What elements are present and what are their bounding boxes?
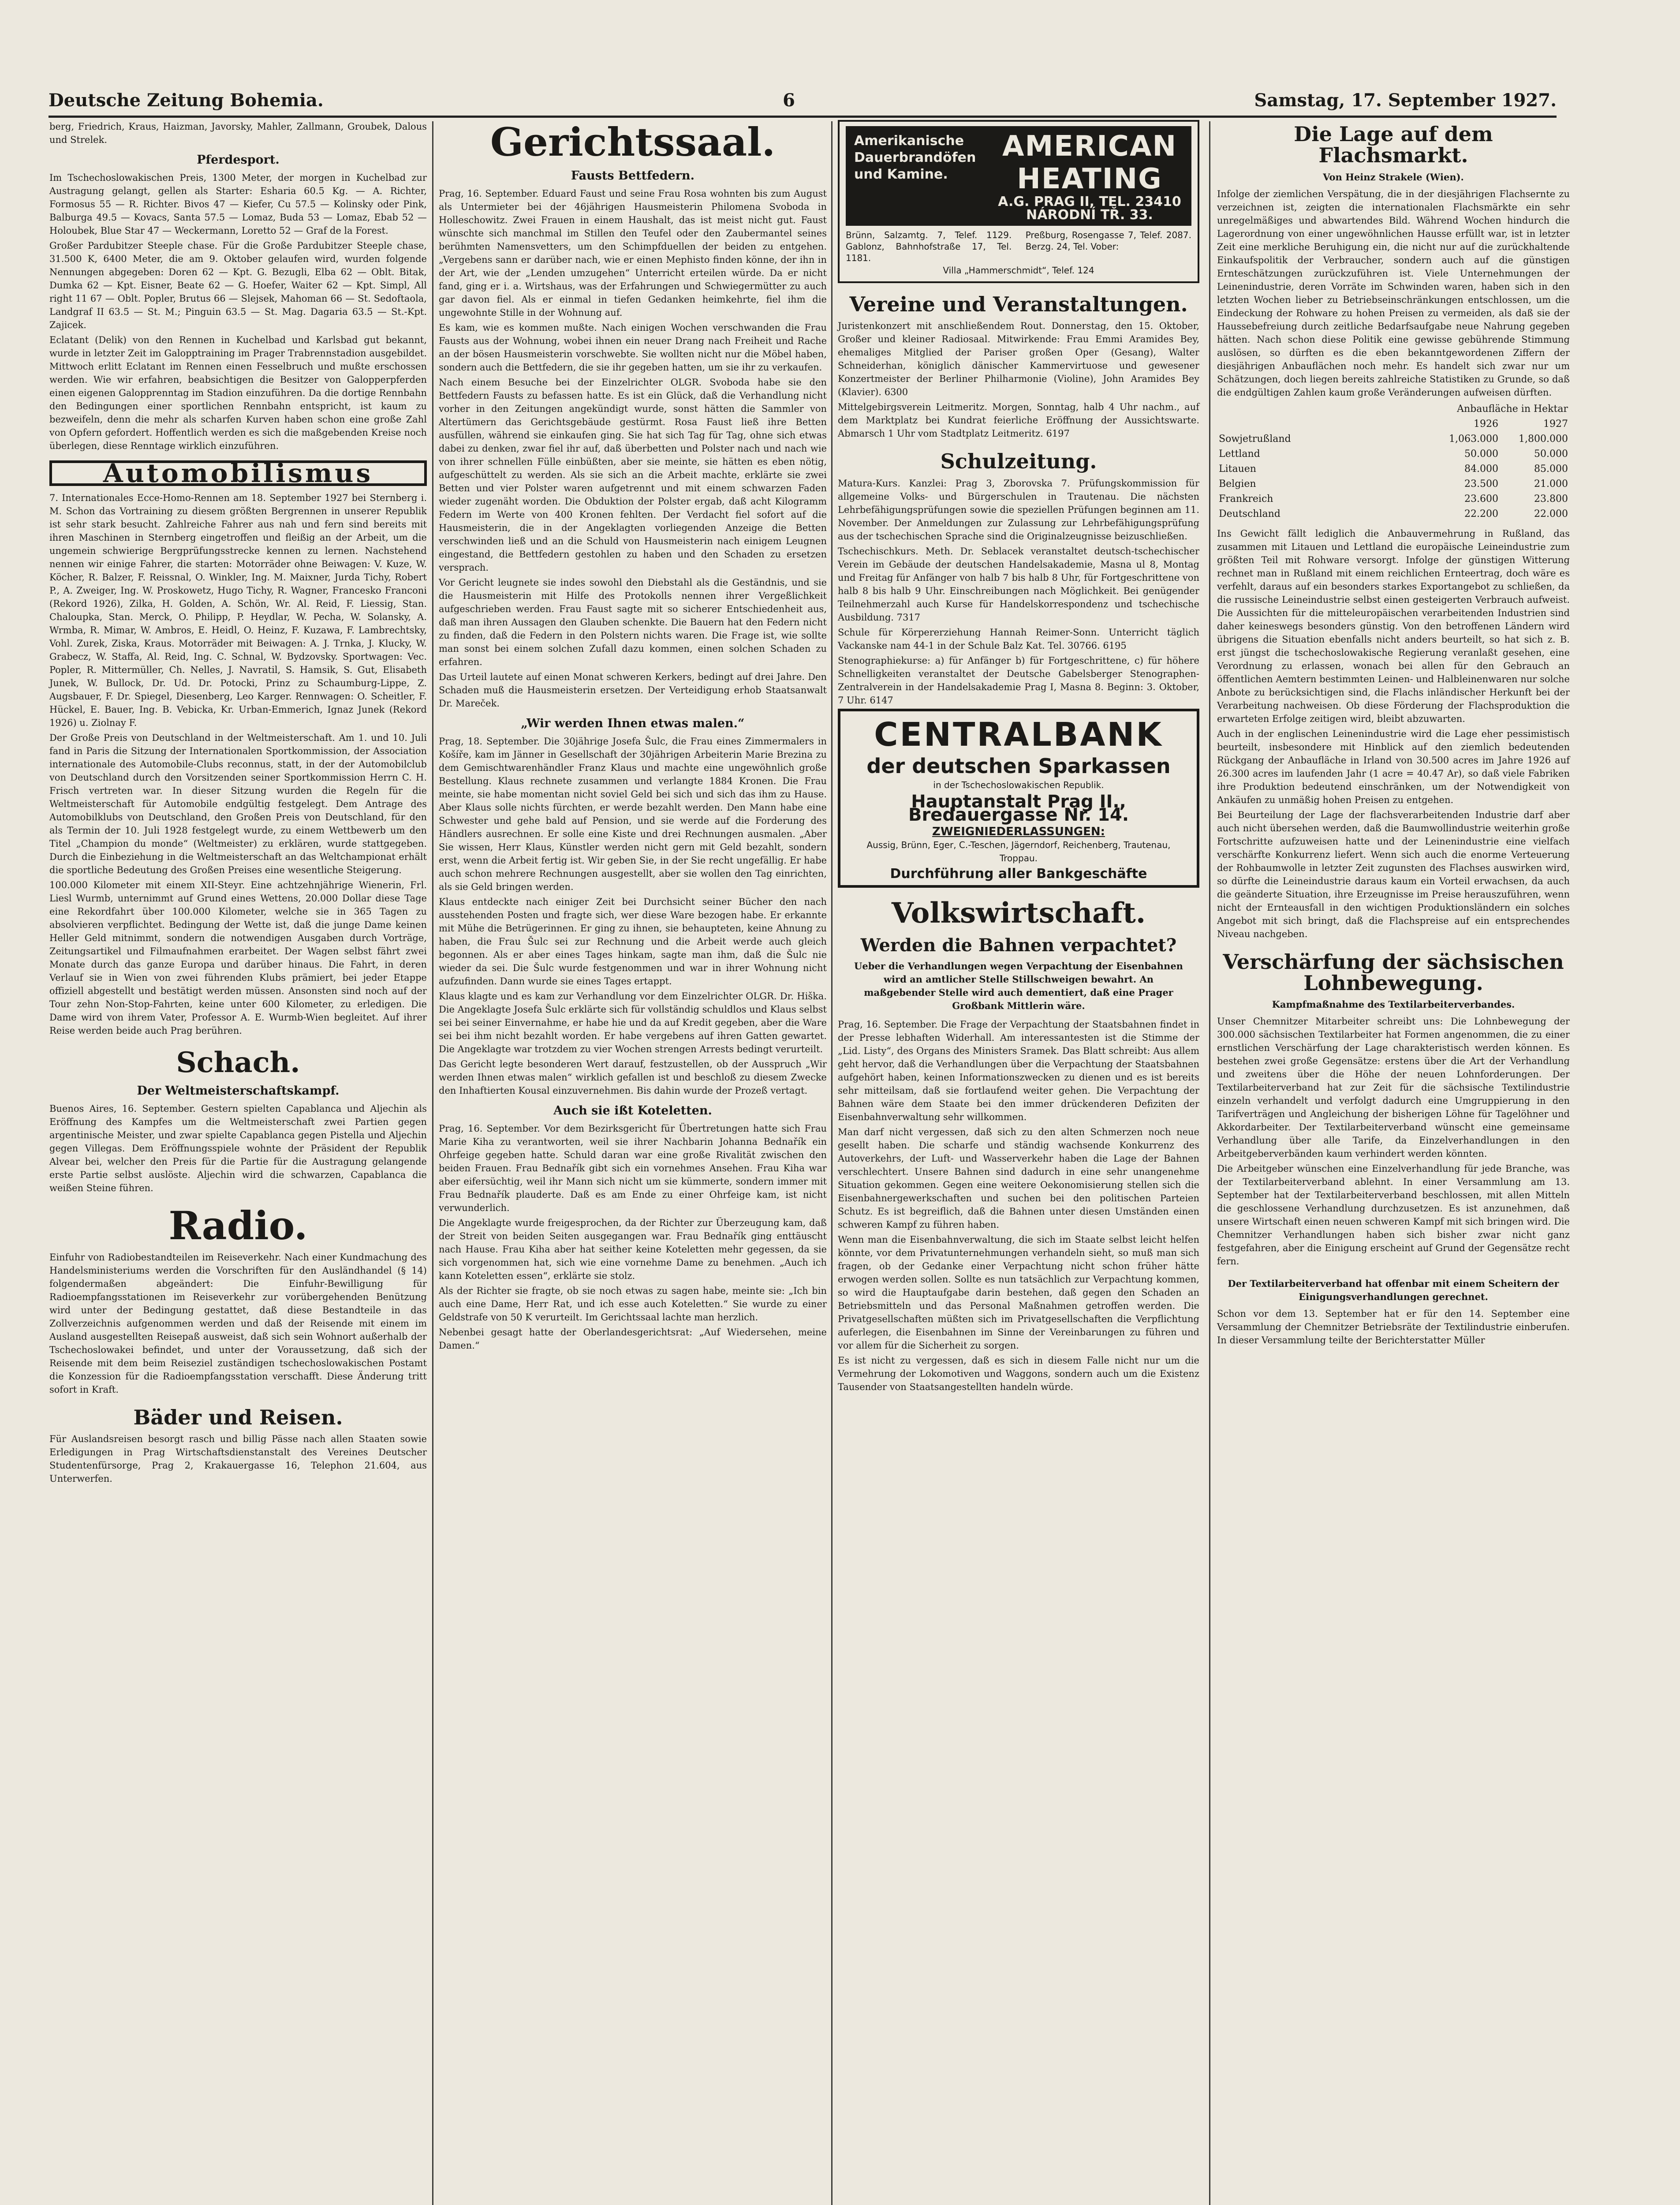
article-paragraph: Juristenkonzert mit anschließendem Rout. Donnerstag, den 15. Oktober, Großer und kleiner Radiosaal. Mitwirkende: Frau Emmi Aramides Bey, ehemaliges Mitglied der Pariser großen Oper (Gesang), Walter Schneiderhan, königlich dänischer Kammervirtuose und gewesener Konzertmeister der Berliner Philharmonie (Violine), John Aramides Bey (Klavier). 6300 — [838, 321, 1199, 398]
article-paragraph: Klaus entdeckte nach einiger Zeit bei Durchsicht seiner Bücher den nach ausstehenden Posten und fragte sich, wer diese Ware bezogen habe. Er erkannte mit Mühe die Betrügerinnen. Er ging zu ihnen, sie behaupteten, keine Ahnung zu haben, die Frau Šulc sei zur Rechnung und die Arbeit werde auch gleich begonnen. Als er aber eines Tages hinkam, sagte man ihm, daß die Šulc nie wieder da sei. Die Šulc wurde festgenommen und war in ihrer Wohnung nicht aufzufinden. Dann wurde sie eines Tages ertappt. — [439, 897, 827, 987]
article-paragraph: Wenn man die Eisenbahnverwaltung, die sich im Staate selbst leicht helfen könnte, vor dem Privatunternehmungen verhandeln sieht, so muß man sich fragen, ob der Gedanke einer Verpachtung nicht schon früher hätte erwogen werden sollen. Sollte es nun tatsächlich zur Verpachtung kommen, so wird die Hauptaufgabe darin bestehen, daß gegen den Schaden an Betriebsmitteln und das Personal Maßnahmen getroffen werden. Die Privatgesellschaften müßten sich im Privatgesellschaften die Verpflichtung auferlegen, die Eisenbahnen im Sinne der Vereinbarungen zu führen und vor allem für die Sicherheit zu sorgen. — [838, 1234, 1199, 1351]
bank-subtitle: der deutschen Sparkassen — [866, 754, 1171, 778]
article-paragraph: Der Textilarbeiterverband hat offenbar mit einem Scheitern der Einigungsverhandlungen gerechnet. — [1228, 1278, 1559, 1303]
bank-footer: Durchführung aller Bankgeschäfte — [890, 866, 1147, 882]
article-paragraph: Als der Richter sie fragte, ob sie noch etwas zu sagen habe, meinte sie: „Ich bin auch eine Dame, Herr Rat, und ich esse auch Koteletten.“ Sie wurde zu einer Geldstrafe von 50 K verurteilt. Im Gerichtssaal lachte man herzlich. — [439, 1286, 827, 1323]
ad-product-label: Amerikanische Dauerbrandöfen und Kamine. — [847, 127, 989, 224]
masthead-title: Deutsche Zeitung Bohemia. — [49, 90, 324, 111]
article-heading: Fausts Bettfedern. — [571, 169, 695, 183]
table-row: Lettland 50.000 50.000 — [1219, 448, 1568, 460]
ad-footer: Villa „Hammerschmidt“, Telef. 124 — [943, 265, 1094, 276]
section-heading-schach: Schach. — [176, 1046, 300, 1079]
column-2 — [439, 120, 827, 1354]
bank-name: CENTRALBANK — [874, 715, 1163, 754]
column-3 — [838, 120, 1199, 1395]
article-paragraph: Mittelgebirgsverein Leitmeritz. Morgen, Sonntag, halb 4 Uhr nachm., auf dem Marktplatz bei Kundrat feierliche Eröffnung der Aussichtswarte. Abmarsch 1 Uhr vom Stadtplatz Leitmeritz. 6197 — [838, 402, 1199, 439]
section-heading-vereine: Vereine und Veranstaltungen. — [849, 292, 1188, 316]
column-rule — [1209, 121, 1210, 2205]
article-paragraph: Die Arbeitgeber wünschen eine Einzelverhandlung für jede Branche, was der Textilarbeiterverband ablehnt. In einer Versammlung am 13. September hat der Textilarbeiterverband beschlossen, mit allen Mitteln die geschlossene Verhandlung durchzusetzen. Es ist anzunehmen, daß unsere Wirtschaft einen neuen schweren Kampf mit sich bringen wird. Die Chemnitzer Verhandlungen haben sich bisher zwar nicht ganz festgefahren, aber die Einigung erscheint auf Grund der Gegensätze recht fern. — [1217, 1163, 1570, 1267]
article-paragraph: Prag, 18. September. Die 30jährige Josefa Šulc, die Frau eines Zimmermalers in Košíře, kam im Jänner in Gesellschaft der 30jährigen Arbeiterin Marie Brezina zu dem Gemischtwarenhändler Franz Klaus und machte eine ungewöhnlich große Bestellung. Klaus rechnete zusammen und verlangte 1884 Kronen. Die Frau meinte, sie habe momentan nicht soviel Geld bei sich und sich das ihm zu Hause. Aber Klaus solle nichts fürchten, er werde bezahlt werden. Den Mann habe eine Schwester und gehe bald auf Pension, und sie werde auf die Forderung des Händlers ausrechnen. Er solle eine Kiste und drei Rechnungen ausmalen. „Aber Sie wissen, Herr Klaus, Künstler werden nicht gern mit Geld bezahlt, sondern erst, wenn die Arbeit fertig ist. Wir geben Sie, in der Sie recht ungefällig. Er habe auch schon mehrere Rechnungen ausgestellt, aber sie wollen den Tag einrichten, als sie Geld bringen werden. — [439, 736, 827, 893]
article-paragraph: Tschechischkurs. Meth. Dr. Seblacek veranstaltet deutsch-tschechischer Verein im Gebäude der deutschen Handelsakademie, Masna ul 8, Montag und Freitag für Anfänger von halb 7 bis halb 8 Uhr, für Fortgeschrittene von halb 8 bis halb 9 Uhr. Einschreibungen nach Möglichkeit. Bei genügender Teilnehmerzahl auch Kurse für Handelskorrespondenz und tschechische Ausbildung. 7317 — [838, 546, 1199, 623]
article-heading: Auch sie ißt Koteletten. — [553, 1104, 712, 1118]
ad-address: A.G. PRAG II, TEL. 23410 — [998, 194, 1181, 209]
table-row: Litauen 84.000 85.000 — [1219, 463, 1568, 475]
article-paragraph: Klaus klagte und es kam zur Verhandlung vor dem Einzelrichter OLGR. Dr. Hiška. Die Angeklagte Josefa Šulc erklärte sich für vollständig schuldlos und Klaus selbst sei bei seiner Einvernahme, er habe hie und da auf Kredit gegeben, aber die Ware sei bei ihm nicht bezahlt worden. Er habe vergebens auf ihren Gatten gewartet. Die Angeklagte war trotzdem zu vier Wochen strengen Arrests bedingt verurteilt. — [439, 991, 827, 1055]
table-row: Deutschland 22.200 22.000 — [1219, 508, 1568, 519]
section-heading-volkswirtschaft: Volkswirtschaft. — [891, 896, 1146, 930]
table-row: Frankreich 23.600 23.800 — [1219, 493, 1568, 505]
section-heading-gerichtssaal: Gerichtssaal. — [490, 119, 776, 165]
column-rule — [432, 121, 433, 2205]
article-heading: Der Weltmeisterschaftskampf. — [137, 1084, 340, 1098]
article-paragraph: Buenos Aires, 16. September. Gestern spielten Capablanca und Aljechin als Eröffnung des Kampfes um die Weltmeisterschaft zwei Partien gegen argentinische Meister, und zwar spielte Capablanca gegen Pistella und Aljechin gegen Villegas. Dem Eröffnungsspiele wohnte der Präsident der Republik Alvear bei, welcher den Preis für die Partie für die Austragung gelangende erste Partie selbst auslöste. Aljechin wird die schwarzen, Capablanca die weißen Steine führen. — [49, 1103, 427, 1194]
acreage-table — [1217, 402, 1570, 522]
article-paragraph: Nach einem Besuche bei der Einzelrichter OLGR. Svoboda habe sie den Bettfedern Fausts zu befassen hatte. Es ist ein Glück, daß die Verhandlung nicht vorher in den Zeitungen angekündigt wurde, sonst hätten die Sammler von Altertümern das Gerichtsgebäude gestürmt. Rosa Faust ließ ihre Betten ausfüllen, während sie einkaufen ging. Sie hat sich Tag für Tag, ohne sich etwas dabei zu denken, zwar fiel ihr auf, daß überbetten und Polster nach und nach wie von ihrer schnellen Fülle einbüßten, aber sie meinte, sie hätten es eben nötig, aufgeschüttelt zu werden. Als sie sich an die Arbeit machte, erklärte sie zwei Betten und vier Polster waren aufgetrennt und mit einem schwarzen Faden wieder zugenäht worden. Die Obduktion der Polster ergab, daß acht Kilogramm Federn im Werte von 400 Kronen fehlten. Der Verdacht fiel sofort auf die Hausmeisterin, die in der Angeklagten vorliegenden Anzeige die Betten verschwinden ließ und an die Schuld von Hausmeisterin nach einigem Leugnen eingestand, die Bettfedern gestohlen zu haben und den Schaden zu ersetzen versprach. — [439, 377, 827, 573]
section-heading-automobilismus: Automobilismus — [49, 460, 427, 486]
ad-branches: Brünn, Salzamtg. 7, Telef. 1129. Gablonz, Bahnhofstraße 17, Tel. 1181. Preßburg, Rosengasse 7, Telef. 2087. Berzg. 24, Tel. Vober: — [846, 230, 1191, 263]
article-paragraph: Es ist nicht zu vergessen, daß es sich in diesem Falle nicht nur um die Vermehrung der Lokomotiven und Waggons, sondern auch um die Existenz Tausender von Staatsangestellten handeln würde. — [838, 1355, 1199, 1392]
article-paragraph: Das Urteil lautete auf einen Monat schweren Kerkers, bedingt auf drei Jahre. Den Schaden muß die Hausmeisterin ersetzen. Der Verteidigung erhob Staatsanwalt Dr. Mareček. — [439, 672, 827, 709]
article-heading: „Wir werden Ihnen etwas malen.“ — [521, 717, 745, 731]
section-heading-schulzeitung: Schulzeitung. — [940, 449, 1097, 474]
table-row: Sowjetrußland 1,063.000 1,800.000 — [1219, 433, 1568, 445]
ad-brand-block — [989, 127, 1190, 224]
column-4 — [1217, 120, 1570, 1349]
section-heading-radio: Radio. — [168, 1203, 308, 1249]
article-heading: Werden die Bahnen verpachtet? — [860, 934, 1177, 956]
advertisement-american-heating — [838, 120, 1199, 283]
article-paragraph: Schule für Körpererziehung Hannah Reimer-Sonn. Unterricht täglich Vackanske nam 44-1 in der Schule Balz Kat. Tel. 30766. 6195 — [838, 627, 1199, 651]
article-paragraph: Das Gericht legte besonderen Wert darauf, festzustellen, ob der Ausspruch „Wir werden Ihnen etwas malen“ wirklich gefallen ist und beschloß zu diesem Zwecke den Inhaftierten Kousal einzuvernehmen. Bis dahin wurde der Prozeß vertagt. — [439, 1059, 827, 1096]
article-paragraph: Die Angeklagte wurde freigesprochen, da der Richter zur Überzeugung kam, daß der Streit von beiden Seiten ausgegangen war. Frau Bednařík ging enttäuscht nach Hause. Frau Kiha aber hat seither keine Koteletten mehr gegessen, da sie sich vorgenommen hat, sich wie eine vornehme Dame zu benehmen. „Auch ich kann Koteletten essen“, erklärte sie stolz. — [439, 1218, 827, 1282]
article-paragraph: Der Große Preis von Deutschland in der Weltmeisterschaft. Am 1. und 10. Juli fand in Paris die Sitzung der Internationalen Sportkommission, der Association internationale des Automobile-Clubs reconnus, statt, in der der Automobilclub von Deutschland durch den Vorsitzenden seiner Sportkommission Herrn C. H. Frisch vertreten war. In dieser Sitzung wurden die Regeln für die Weltmeisterschaft für Automobile endgültig festgelegt. Dem Antrage des Automobilklubs von Deutschland, den Großen Preis von Deutschland, für den als Termin der 10. Juli 1928 festgelegt wurde, zu einem Wettbewerb um den Titel „Champion du monde“ (Weltmeister) zu erklären, wurde stattgegeben. Durch die Einbeziehung in die Weltmeisterschaft an das Weltchampionat erhält die sportliche Bedeutung des Großen Preises eine wesentliche Steigerung. — [49, 733, 427, 875]
bank-branches-heading: ZWEIGNIEDERLASSUNGEN: — [932, 825, 1105, 838]
column-1 — [49, 120, 427, 1487]
article-paragraph: Bei Beurteilung der Lage der flachsverarbeitenden Industrie darf aber auch nicht übersehen werden, daß die Baumwollindustrie weiterhin große Fortschritte aufzuweisen hatte und der Leinenindustrie eine vielfach verschärfte Konkurrenz liefert. Wenn sich auch die enorme Verteuerung der Rohbaumwolle in letzter Zeit zugunsten des Flachses auswirken wird, so dürfte die Leineindustrie daraus kaum ein Vorteil erwachsen, da auch die geänderte Situation, ihre Erzeugnisse im Preise herauszuführen, wenn nicht der Ernteausfall in den wichtigen Produktionsländern ein solches Angebot mit sich bringt, daß die Flachspreise auf ein entsprechendes Niveau nachgeben. — [1217, 809, 1570, 939]
article-paragraph: 100.000 Kilometer mit einem XII-Steyr. Eine achtzehnjährige Wienerin, Frl. Liesl Wurmb, unternimmt auf Grund eines Wettens, 20.000 Dollar diese Tage eine Rekordfahrt über 100.000 Kilometer, welche sie in 365 Tagen zu absolvieren verpflichtet. Bedingung der Wette ist, daß die junge Dame keinen Heller Geld mitnimmt, sondern die notwendigen Ausgaben durch Vorträge, Zeitungsartikel und Filmaufnahmen erarbeitet. Der Wagen selbst fährt zwei Monate durch das ganze Europa und darüber hinaus. Die Fahrt, in deren Verlauf sie in Wien von zwei führenden Klubs prämiert, bei jeder Etappe offiziell abgestellt und bestätigt werden müssen. Ansonsten sind noch auf der Tour zehn Non-Stop-Fahrten, keine unter 600 Kilometer, zu erledigen. Die Dame wird von ihrem Vater, Professor A. E. Wurmb-Wien begleitet. Auf ihrer Reise werden beide auch Prag berühren. — [49, 880, 427, 1036]
article-paragraph: Prag, 16. September. Vor dem Bezirksgericht für Übertretungen hatte sich Frau Marie Kiha zu verantworten, weil sie ihrer Nachbarin Johanna Bednařík ein Ohrfeige gegeben hatte. Schuld daran war eine große Rivalität zwischen den beiden Frauen. Frau Bednařík gibt sich ein vornehmes Ansehen. Frau Kiha war aber eifersüchtig, weil ihr Mann sich nicht um sie kümmerte, sondern immer mit Frau Bednařík plauderte. Daß es am Ende zu einer Ohrfeige kam, ist nicht verwunderlich. — [439, 1123, 827, 1214]
table-header-year: 1926 — [1474, 418, 1498, 430]
page-number: 6 — [783, 90, 795, 111]
article-paragraph: Infolge der ziemlichen Verspätung, die in der diesjährigen Flachsernte zu verzeichnen ist, zeigten die internationalen Flachsmärkte ein sehr unregelmäßiges und abwartendes Bild. Während Wochen hindurch die Lagerordnung von einer ungewöhnlichen Hausse erfüllt war, ist in letzter Zeit eine merkliche Beruhigung ein, die nicht nur auf die zurückhaltende Einkaufspolitik der Verbraucher, sondern auch auf die günstigen Ernteschätzungen zurückzuführen ist. Viele Unternehmungen der Leinenindustrie, deren Vorräte im Schwinden waren, haben sich in den letzten Wochen lieber zu Betriebseinschränkungen entschlossen, um die Eindeckung der Rohware zu hohen Preisen zu vermeiden, als daß sie der Haussebefreiung durch zeitliche Bedarfsaufgabe neue Nahrung gegeben hätten. Nach schon diese Politik eine gewisse gebührende Stimmung auslösen, so dürften es die eben bekanntgewordenen Ziffern der diesjährigen Anbauflächen noch mehr. Es handelt sich zwar nur um Schätzungen, doch liegen bereits zahlreiche Statistiken zu Grunde, so daß die endgültigen Zahlen kaum große Veränderungen aufweisen dürften. — [1217, 188, 1570, 398]
article-paragraph: Ins Gewicht fällt lediglich die Anbauvermehrung in Rußland, das zusammen mit Litauen und Lettland die europäische Leineindustrie zum größten Teil mit Rohware versorgt. Infolge der günstigen Witterung rechnet man in Rußland mit einem reichlichen Ernteertrag, doch wäre es verfehlt, daraus auf ein besonders starkes Exportangebot zu schließen, da die russische Leineindustrie selbst einen gesteigerten Verbrauch aufweist. Die Aussichten für die mitteleuropäischen verarbeitenden Industrien sind daher keineswegs besonders günstig. Von den betroffenen Ländern wird übrigens die Situation ebenfalls nicht anders beurteilt, so hat sich z. B. erst jüngst die tschechoslowakische Regierung veranlaßt gesehen, eine Verordnung zu erlassen, wonach bei allen für den Gebrauch an öffentlichen Aemtern bestimmten Leinen- und Halbleinenwaren nur solche Anbote zu berücksichtigen sind, die Flachs inländischer Herkunft bei der Verarbeitung nachweisen. Ob diese Förderung der Flachsproduktion die erwarteten Erfolge zeitigen wird, bleibt abzuwarten. — [1217, 528, 1570, 724]
article-subheading: Kampfmaßnahme des Textilarbeiterverbandes. — [1272, 999, 1515, 1010]
article-paragraph: Prag, 16. September. Die Frage der Verpachtung der Staatsbahnen findet in der Presse lebhaften Widerhall. Am interessantesten ist die Stimme der „Lid. Listy“, des Organs des Ministers Sramek. Das Blatt schreibt: Aus allem geht hervor, daß die Verhandlungen über die Verpachtung der Staatsbahnen aufgehört haben, keinen Informationszwecken zu dienen und es ist bereits sehr mitteilsam, daß sie fortlaufend weiter gehen. Die Verpachtung der Bahnen wäre dem Staate bei den immer drückenderen Defiziten der Eisenbahnverwaltung sehr willkommen. — [838, 1019, 1199, 1122]
article-paragraph: Es kam, wie es kommen mußte. Nach einigen Wochen verschwanden die Frau Fausts aus der Wohnung, wobei ihnen ein neuer Drang nach Freiheit und Rache an der bösen Hausmeisterin vorschwebte. Sie wollten nicht nur die Möbel haben, sondern auch die Bettfedern, die sie ihr gegeben hatten, um sie ihr zu verkaufen. — [439, 322, 827, 373]
article-paragraph: Schon vor dem 13. September hat er für den 14. September eine Versammlung der Chemnitzer Betriebsräte der Textilindustrie einberufen. In dieser Versammlung teilte der Berichterstatter Müller — [1217, 1308, 1570, 1346]
byline: Von Heinz Strakele (Wien). — [1323, 171, 1464, 183]
bank-note: in der Tschechoslowakischen Republik. — [933, 779, 1104, 790]
article-lede: Ueber die Verhandlungen wegen Verpachtung der Eisenbahnen wird an amtlicher Stelle Stillschweigen bewahrt. An maßgebender Stelle wird auch dementiert, daß eine Prager Großbank Mittlerin wäre. — [854, 960, 1183, 1011]
table-row: Belgien 23.500 21.000 — [1219, 478, 1568, 490]
article-paragraph: Nebenbei gesagt hatte der Oberlandesgerichtsrat: „Auf Wiedersehen, meine Damen.“ — [439, 1327, 827, 1351]
bank-branches: Aussig, Brünn, Eger, C.-Teschen, Jägerndorf, Reichenberg, Trautenau, Troppau. — [866, 839, 1171, 863]
issue-date: Samstag, 17. September 1927. — [1254, 90, 1557, 111]
article-paragraph: 7. Internationales Ecce-Homo-Rennen am 18. September 1927 bei Sternberg i. M. Schon das Vortraining zu diesem größten Bergrennen in unserer Republik ist sehr stark besucht. Zahlreiche Fahrer aus nah und fern sind bereits mit ihren Maschinen in Sternberg eingetroffen und fleißig an der Arbeit, um die ungemein schwierige Bergprüfungsstrecke kennen zu lernen. Nachstehend nennen wir einige Fahrer, die starten: Motorräder ohne Beiwagen: V. Kuze, W. Köcher, R. Balzer, F. Reissnal, O. Winkler, Ing. M. Maixner, Jurda Tichy, Robert P., A. Zweiger, Ing. W. Proskowetz, Hugo Tichy, R. Wagner, Francesko Franconi (Rekord 1926), Zilka, H. Golden, A. Schön, Wr. Al. Reid, F. Liessig, Stan. Chaloupka, Stan. Merck, O. Philipp, P. Heydlar, W. Pecha, W. Solansky, A. Wrmba, R. Mimar, W. Ambros, E. Heidl, O. Heinz, F. Kuzawa, F. Lambrechtsky, Vohl. Zurek, Ziska, Kraus. Motorräder mit Beiwagen: A. J. Trnka, J. Klucky, W. Grabecz, W. Staffa, Al. Reid, Ing. C. Schnal, W. Bydzovsky. Sportwagen: Vec. Popler, R. Mittermüller, Ch. Nelles, J. Navratil, S. Hamsik, S. Gut, Elisabeth Junek, W. Bullock, Dr. Ud. Dr. Potocki, Prinz zu Schaumburg-Lippe, Z. Augsbauer, F. Dr. Spiegel, Diesenberg, Leo Karger. Rennwagen: O. Scheitler, F. Hückel, E. Bauer, Ing. B. Vebicka, Kr. Urban-Emmerich, Ignaz Junek (Rekord 1926) u. Ziolnay F. — [49, 493, 427, 728]
bank-headquarters: Hauptanstalt Prag II., Bredauergasse Nr. 14. — [908, 791, 1129, 825]
article-paragraph: Vor Gericht leugnete sie indes sowohl den Diebstahl als die Geständnis, und sie die Hausmeisterin mit Hilfe des Protokolls nennen ihrer Vergeßlichkeit aufgeschrieben werden. Frau Faust sagte mit so sicherer Entschiedenheit aus, daß man ihren Aussagen den Glauben schenkte. Die Bauern hat den Federn nicht zu finden, daß die Federn in den Polstern nichts waren. Die Frage ist, wie sollte man sonst bei einem solchen Zufall dazu kommen, einen solchen Schaden zu erfahren. — [439, 577, 827, 668]
article-paragraph: Unser Chemnitzer Mitarbeiter schreibt uns: Die Lohnbewegung der 300.000 sächsischen Textilarbeiter hat Formen angenommen, die zu einer ernstlichen Verschärfung der Lage charakteristisch werden können. Es bestehen zwei große Gegensätze: erstens über die Art der Verhandlung und zweitens über die Höhe der neuen Lohnforderungen. Der Textilarbeiterverband hat zur Zeit für die sächsische Textilindustrie einzeln verhandelt und verfolgt dadurch eine Umgruppierung in den Tarifverträgen und Angleichung der bisherigen Löhne für Tagelöhner und Akkordarbeiter. Der Textilarbeiterverband wünscht eine gemeinsame Verhandlung über alle Tarife, da Einzelverhandlungen in den Arbeitgeberverbänden kaum verhindert werden könnten. — [1217, 1016, 1570, 1159]
column-rule — [831, 121, 833, 2205]
article-paragraph: Im Tschechoslowakischen Preis, 1300 Meter, der morgen in Kuchelbad zur Austragung gelangt, gellen als Starter: Esharia 60.5 Kg. — A. Richter, Formosus 55 — R. Richter. Bivos 47 — Kiefer, Cu 57.5 — Kolinsky oder Pink, Balburga 49.5 — Kovacs, Santa 57.5 — Lomaz, Buda 53 — Lomaz, Ebab 52 — Holoubek, Blue Star 47 — Weckermann, Loretto 52 — Graf de la Forest. — [49, 172, 427, 236]
table-header-year: 1927 — [1543, 418, 1568, 430]
ad-address: NÁRODNÍ TŘ. 33. — [1026, 207, 1153, 223]
section-heading-baeder: Bäder und Reisen. — [133, 1405, 343, 1429]
article-paragraph: Einfuhr von Radiobestandteilen im Reiseverkehr. Nach einer Kundmachung des Handelsministeriums werden die Vorschriften für den Ausländhandel (§ 14) folgendermaßen abgeändert: Die Einfuhr-Bewilligung für Radioempfangsstationen im Reiseverkehr zur vorübergehenden Benützung wird unter der Bedingung gestattet, daß diese Bestandteile in das Zollverzeichnis aufgenommen werden und daß der Reisende mit einem im Ausland ausgestellten Reisepaß ausweist, daß sich sein Wohnort außerhalb der Tschechoslowakei befindet, und unter der Voraussetzung, daß sich der Reisende mit dem beim Reiseziel zuständigen tschechoslowakischen Postamt die Konzession für die Radioempfangsstation verschafft. Diese Änderung tritt sofort in Kraft. — [49, 1252, 427, 1395]
article-tail: berg, Friedrich, Kraus, Haizman, Javorsky, Mahler, Zallmann, Groubek, Dalous und Strelek. — [49, 121, 427, 145]
table-caption: Anbaufläche in Hektar — [1457, 403, 1568, 415]
article-paragraph: Stenographiekurse: a) für Anfänger b) für Fortgeschrittene, c) für höhere Schnelligkeiten veranstaltet der Deutsche Gabelsberger Stenographen-Zentralverein in der Handelsakademie Prag I, Masna 8. Beginn: 3. Oktober, 7 Uhr. 6147 — [838, 655, 1199, 706]
section-heading-flachsmarkt: Die Lage auf dem Flachsmarkt. — [1294, 122, 1493, 168]
section-heading-lohnbewegung: Verschärfung der sächsischen Lohnbewegung. — [1223, 949, 1564, 995]
article-paragraph: Eclatant (Delik) von den Rennen in Kuchelbad und Karlsbad gut bekannt, wurde in letzter Zeit im Galopptraining im Prager Trabrennstadion ausgebildet. Mittwoch erlitt Eclatant im Rennen einen Fesselbruch und mußte erschossen werden. Wie wir erfahren, beabsichtigen die Besitzer von Galopperpferden einen eigenen Galopprenntag im Stadion einzuführen. Da die dortige Rennbahn den Bedingungen einer sportlichen Rennbahn entspricht, ist kaum zu bezweifeln, denn die mehr als scharfen Kurven haben schon eine große Zahl von Opfern gefordert. Hoffentlich werden es sich die maßgebenden Kreise noch überlegen, diese Renntage wirklich einzuführen. — [49, 335, 427, 451]
section-heading-pferdesport: Pferdesport. — [197, 153, 280, 167]
ad-brand: AMERICAN HEATING — [1002, 130, 1177, 195]
article-paragraph: Matura-Kurs. Kanzlei: Prag 3, Zborovska 7. Prüfungskommission für allgemeine Volks- und Bürgerschulen in Trautenau. Die nächsten Lehrbefähigungsprüfungen sowie die speziellen Prüfungen beginnen am 11. November. Der Anmeldungen zur Zulassung zur Lehrbefähigungsprüfung aus der tschechischen Sprache sind die Originalzeugnisse beizuschließen. — [838, 478, 1199, 542]
ad-banner — [846, 126, 1191, 226]
article-paragraph: Großer Pardubitzer Steeple chase. Für die Große Pardubitzer Steeple chase, 31.500 K, 6400 Meter, die am 9. Oktober gelaufen wird, wurden folgende Nennungen abgegeben: Doren 62 — Kpt. G. Bezugli, Elba 62 — Oblt. Bitak, Dumka 62 — Kpt. Eisner, Beate 62 — G. Hoefer, Waiter 62 — Kpt. Simpl, All right 11 67 — Oblt. Popler, Brutus 66 — Slejsek, Mahoman 66 — St. Sedoftaola, Landgraf II 63.5 — St. M.; Pinguin 63.5 — St. Mag. Dagaria 63.5 — St.-Kpt. Zajicek. — [49, 240, 427, 330]
article-paragraph: Für Auslandsreisen besorgt rasch und billig Pässe nach allen Staaten sowie Erledigungen in Prag Wirtschaftsdienstanstalt des Vereines Deutscher Studentenfürsorge, Prag 2, Krakauergasse 16, Telephon 21.604, aus Unterwerfen. — [49, 1433, 427, 1484]
advertisement-centralbank — [838, 709, 1199, 888]
running-head — [49, 85, 1557, 118]
article-paragraph: Prag, 16. September. Eduard Faust und seine Frau Rosa wohnten bis zum August als Untermieter bei der 46jährigen Hausmeisterin Philomena Svoboda in Holleschowitz. Zwei Frauen in einem Haushalt, das ist meist nicht gut. Faust wünschte sich manchmal im Stillen den Teufel oder den Zaubermantel seines berühmten Namensvetters, um den Schimpfduellen der beiden zu entgehen. „Vergebens sann er darüber nach, wie er einen Mephisto finden könne, der ihn in der Art, wie der „Lenden umzugehen“ Unterricht erteilen würde. Da er nicht fand, ging er i. a. Wirtshaus, was der Erfahrungen und Schwiegermütter zu auch gar davon fiel. Als er einmal in tiefen Gedanken heimkehrte, fiel ihm die ungewohnte Stille in der Wohnung auf. — [439, 188, 827, 318]
article-paragraph: Auch in der englischen Leinenindustrie wird die Lage eher pessimistisch beurteilt, insbesondere mit Hinblick auf den ziemlich bedeutenden Rückgang der Anbaufläche in Irland von 30.500 acres im Jahre 1926 auf 26.300 acres im laufenden Jahr (1 acre = 40.47 Ar), so daß viele Fabriken ihre Produktion bedeutend einschränken, um der Notwendigkeit von Ankäufen zu unmäßig hohen Preisen zu entgehen. — [1217, 728, 1570, 805]
article-paragraph: Man darf nicht vergessen, daß sich zu den alten Schmerzen noch neue gesellt haben. Die scharfe und ständig wachsende Konkurrenz des Autoverkehrs, der Luft- und Wasserverkehr haben die Lage der Bahnen verschlechtert. Unsere Bahnen sind dadurch in eine sehr unangenehme Situation gekommen. Gegen eine weitere Oekonomisierung stellen sich die Eisenbahnergewerkschaften und suchen bei den politischen Parteien Schutz. Es ist begreiflich, daß die Bahnen unter diesen Umständen einen schweren Kampf zu führen haben. — [838, 1126, 1199, 1230]
